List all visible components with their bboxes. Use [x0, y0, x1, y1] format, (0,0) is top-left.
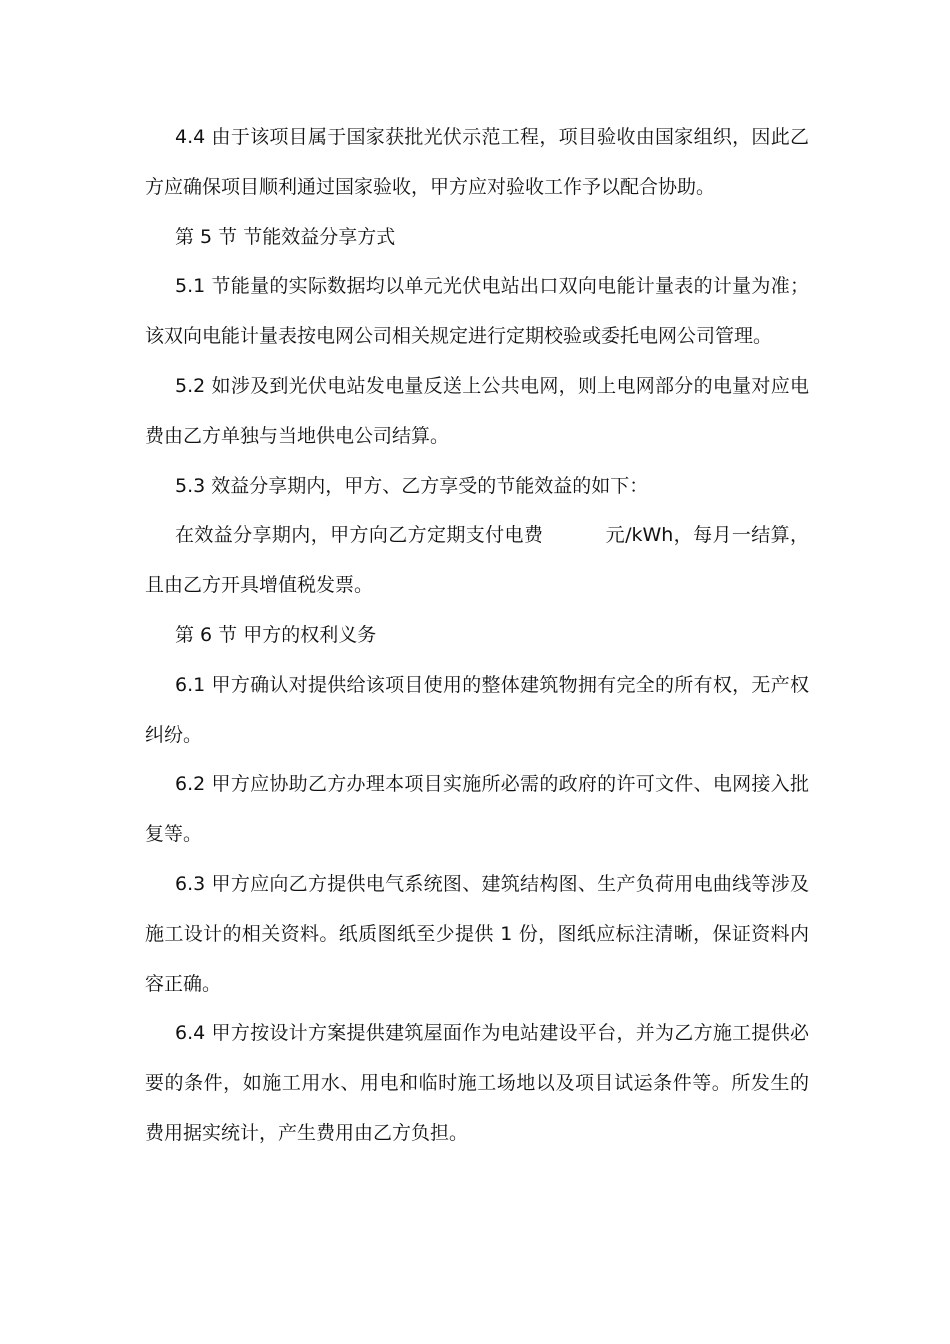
paragraph-6-4: 6.4 甲方按设计方案提供建筑屋面作为电站建设平台，并为乙方施工提供必要的条件，如施工用水、用电和临时施工场地以及项目试运条件等。所发生的费用据实统计，产生费用由乙方负担。 [145, 1022, 809, 1144]
paragraph-4-4: 4.4 由于该项目属于国家获批光伏示范工程，项目验收由国家组织，因此乙方应确保项目顺利通过国家验收，甲方应对验收工作予以配合协助。 [145, 126, 809, 198]
paragraph-5-3-detail [145, 511, 809, 611]
paragraph-6-2: 6.2 甲方应协助乙方办理本项目实施所必需的政府的许可文件、电网接入批复等。 [145, 773, 809, 846]
paragraph-6-1: 6.1 甲方确认对提供给该项目使用的整体建筑物拥有完全的所有权，无产权纠纷。 [145, 673, 809, 746]
document-body [145, 113, 809, 1159]
section-6-heading: 第 6 节 甲方的权利义务 [175, 623, 377, 646]
paragraph-6-3: 6.3 甲方应向乙方提供电气系统图、建筑结构图、生产负荷用电曲线等涉及施工设计的相关资料。纸质图纸至少提供 1 份，图纸应标注清晰，保证资料内容正确。 [145, 872, 809, 995]
paragraph-5-1: 5.1 节能量的实际数据均以单元光伏电站出口双向电能计量表的计量为准；该双向电能计量表按电网公司相关规定进行定期校验或委托电网公司管理。 [145, 275, 809, 348]
fee-sentence-end: 元/kWh，每月一结算，且由乙方开具增值税发票。 [145, 524, 809, 597]
fee-sentence-start: 在效益分享期内，甲方向乙方定期支付电费 [175, 524, 544, 547]
section-5-heading: 第 5 节 节能效益分享方式 [175, 225, 396, 248]
paragraph-5-3: 5.3 效益分享期内，甲方、乙方享受的节能效益的如下： [175, 474, 649, 497]
paragraph-5-2: 5.2 如涉及到光伏电站发电量反送上公共电网，则上电网部分的电量对应电费由乙方单独与当地供电公司结算。 [145, 374, 809, 447]
